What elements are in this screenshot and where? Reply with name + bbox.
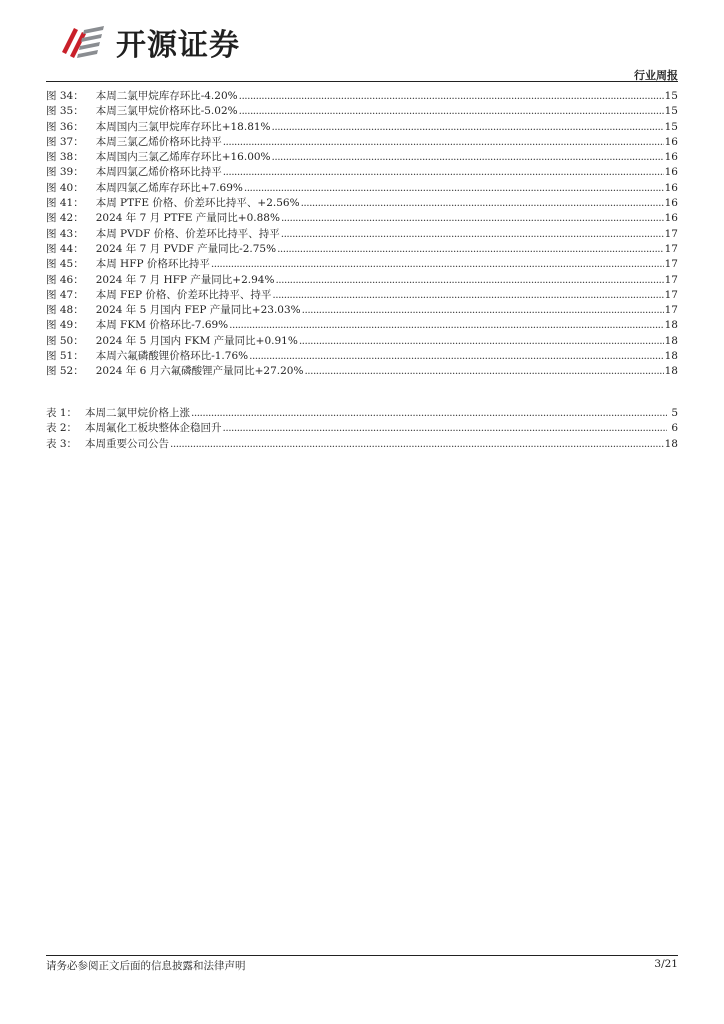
entry-label: 图 38：	[46, 151, 84, 164]
entry-label: 图 37：	[46, 135, 84, 148]
figure-entry[interactable]	[46, 211, 678, 226]
entry-page: 15	[664, 105, 678, 118]
dot-leader	[239, 89, 664, 104]
entry-label: 图 51：	[46, 350, 84, 363]
entry-title: 本周氟化工板块整体企稳回升	[85, 422, 222, 435]
entry-page: 17	[664, 288, 678, 301]
entry-page: 17	[664, 273, 678, 286]
brand-name: 开源证券	[116, 28, 240, 63]
dot-leader	[223, 165, 664, 180]
figure-entry[interactable]	[46, 257, 678, 272]
figure-entry[interactable]	[46, 120, 678, 135]
table-entry[interactable]	[46, 406, 678, 421]
entry-label: 图 46：	[46, 273, 84, 286]
entry-page: 16	[664, 197, 678, 210]
entry-title: 本周 PVDF 价格、价差环比持平、持平	[95, 227, 280, 240]
entry-label: 图 47：	[46, 288, 84, 301]
dot-leader	[272, 288, 663, 303]
entry-page: 6	[671, 422, 678, 435]
entry-page: 17	[664, 304, 678, 317]
disclaimer-note: 请务必参阅正文后面的信息披露和法律声明	[46, 960, 246, 972]
table-entry[interactable]	[46, 437, 678, 452]
dot-leader	[302, 303, 664, 318]
entry-page: 17	[664, 242, 678, 255]
entry-title: 本周国内三氯乙烯库存环比+16.00%	[95, 151, 271, 164]
entry-page: 18	[664, 437, 678, 450]
figure-entry[interactable]	[46, 242, 678, 257]
entry-title: 本周四氯乙烯库存环比+7.69%	[95, 181, 243, 194]
dot-leader	[211, 257, 664, 272]
dot-leader	[304, 364, 663, 379]
entry-title: 本周六氟磷酸锂价格环比-1.76%	[95, 350, 249, 363]
entry-label: 图 40：	[46, 181, 84, 194]
entry-page: 17	[664, 258, 678, 271]
figure-entry[interactable]	[46, 273, 678, 288]
entry-title: 本周二氯甲烷价格上涨	[85, 407, 191, 419]
brand-mark-icon	[58, 22, 110, 62]
dot-leader	[223, 421, 667, 436]
entry-label: 图 52：	[46, 365, 84, 378]
page-number: 3/21	[654, 958, 678, 970]
figure-entry[interactable]	[46, 318, 678, 333]
figure-entry[interactable]	[46, 227, 678, 242]
entry-label: 图 39：	[46, 166, 84, 179]
dot-leader	[275, 273, 663, 288]
figure-entry[interactable]	[46, 196, 678, 211]
entry-title: 本周 HFP 价格环比持平	[95, 258, 210, 271]
entry-page: 16	[664, 166, 678, 179]
figure-entry[interactable]	[46, 150, 678, 165]
entry-page: 18	[664, 350, 678, 363]
entry-title: 本周重要公司公告	[85, 437, 170, 450]
dot-leader	[229, 318, 663, 333]
entry-page: 18	[664, 334, 678, 347]
entry-page: 18	[664, 319, 678, 332]
entry-label: 图 36：	[46, 120, 84, 133]
entry-page: 16	[664, 135, 678, 148]
figure-entry[interactable]	[46, 288, 678, 303]
entry-title: 本周三氯乙烯价格环比持平	[95, 135, 222, 148]
table-entry[interactable]	[46, 421, 678, 436]
dot-leader	[249, 349, 664, 364]
figure-entry[interactable]	[46, 89, 678, 104]
figure-entry[interactable]	[46, 349, 678, 364]
entry-page: 15	[664, 120, 678, 133]
entry-page: 5	[671, 407, 678, 419]
entry-label: 表 3：	[46, 437, 78, 450]
entry-title: 2024 年 7 月 HFP 产量同比+2.94%	[95, 273, 275, 286]
entry-title: 本周四氯乙烯价格环比持平	[95, 166, 222, 179]
dot-leader	[281, 227, 664, 242]
entry-label: 表 1：	[46, 407, 78, 419]
entry-title: 本周 PTFE 价格、价差环比持平、+2.56%	[95, 197, 300, 210]
dot-leader	[281, 211, 664, 226]
entry-label: 图 34：	[46, 90, 84, 102]
figure-entry[interactable]	[46, 165, 678, 180]
entry-title: 2024 年 5 月国内 FKM 产量同比+0.91%	[95, 334, 298, 347]
entry-title: 本周国内三氯甲烷库存环比+18.81%	[95, 120, 271, 133]
entry-label: 图 43：	[46, 227, 84, 240]
entry-page: 16	[664, 181, 678, 194]
entry-label: 图 50：	[46, 334, 84, 347]
dot-leader	[223, 135, 664, 150]
entry-label: 图 41：	[46, 197, 84, 210]
dot-leader	[239, 104, 664, 119]
entry-title: 2024 年 5 月国内 FEP 产量同比+23.03%	[95, 304, 301, 317]
entry-page: 16	[664, 212, 678, 225]
entry-title: 本周三氯甲烷价格环比-5.02%	[95, 105, 238, 118]
figure-entry[interactable]	[46, 104, 678, 119]
figure-entry[interactable]	[46, 135, 678, 150]
entry-label: 图 44：	[46, 242, 84, 255]
entry-label: 图 48：	[46, 304, 84, 317]
table-index	[46, 406, 678, 452]
entry-label: 图 42：	[46, 212, 84, 225]
entry-title: 2024 年 7 月 PVDF 产量同比-2.75%	[95, 242, 277, 255]
dot-leader	[170, 437, 664, 452]
entry-page: 16	[664, 151, 678, 164]
dot-leader	[272, 150, 664, 165]
figure-entry[interactable]	[46, 364, 678, 379]
figure-index	[46, 89, 678, 380]
entry-title: 本周二氯甲烷库存环比-4.20%	[95, 90, 238, 102]
dot-leader	[277, 242, 664, 257]
figure-entry[interactable]	[46, 334, 678, 349]
report-type-label: 行业周报	[634, 69, 678, 82]
brand-logo	[58, 20, 240, 64]
dot-leader	[272, 120, 664, 135]
dot-leader	[244, 181, 664, 196]
entry-label: 图 35：	[46, 105, 84, 118]
figure-entry[interactable]	[46, 181, 678, 196]
footer-divider	[46, 955, 678, 956]
entry-label: 图 45：	[46, 258, 84, 271]
dot-leader	[301, 196, 664, 211]
entry-page: 18	[664, 365, 678, 378]
entry-label: 图 49：	[46, 319, 84, 332]
header-divider	[46, 81, 678, 82]
figure-entry[interactable]	[46, 303, 678, 318]
entry-title: 本周 FEP 价格、价差环比持平、持平	[95, 288, 272, 301]
entry-page: 15	[664, 90, 678, 102]
entry-title: 2024 年 7 月 PTFE 产量同比+0.88%	[95, 212, 280, 225]
entry-title: 本周 FKM 价格环比-7.69%	[95, 319, 229, 332]
entry-page: 17	[664, 227, 678, 240]
entry-label: 表 2：	[46, 422, 78, 435]
dot-leader	[191, 406, 667, 421]
entry-title: 2024 年 6 月六氟磷酸锂产量同比+27.20%	[95, 365, 304, 378]
dot-leader	[299, 334, 664, 349]
